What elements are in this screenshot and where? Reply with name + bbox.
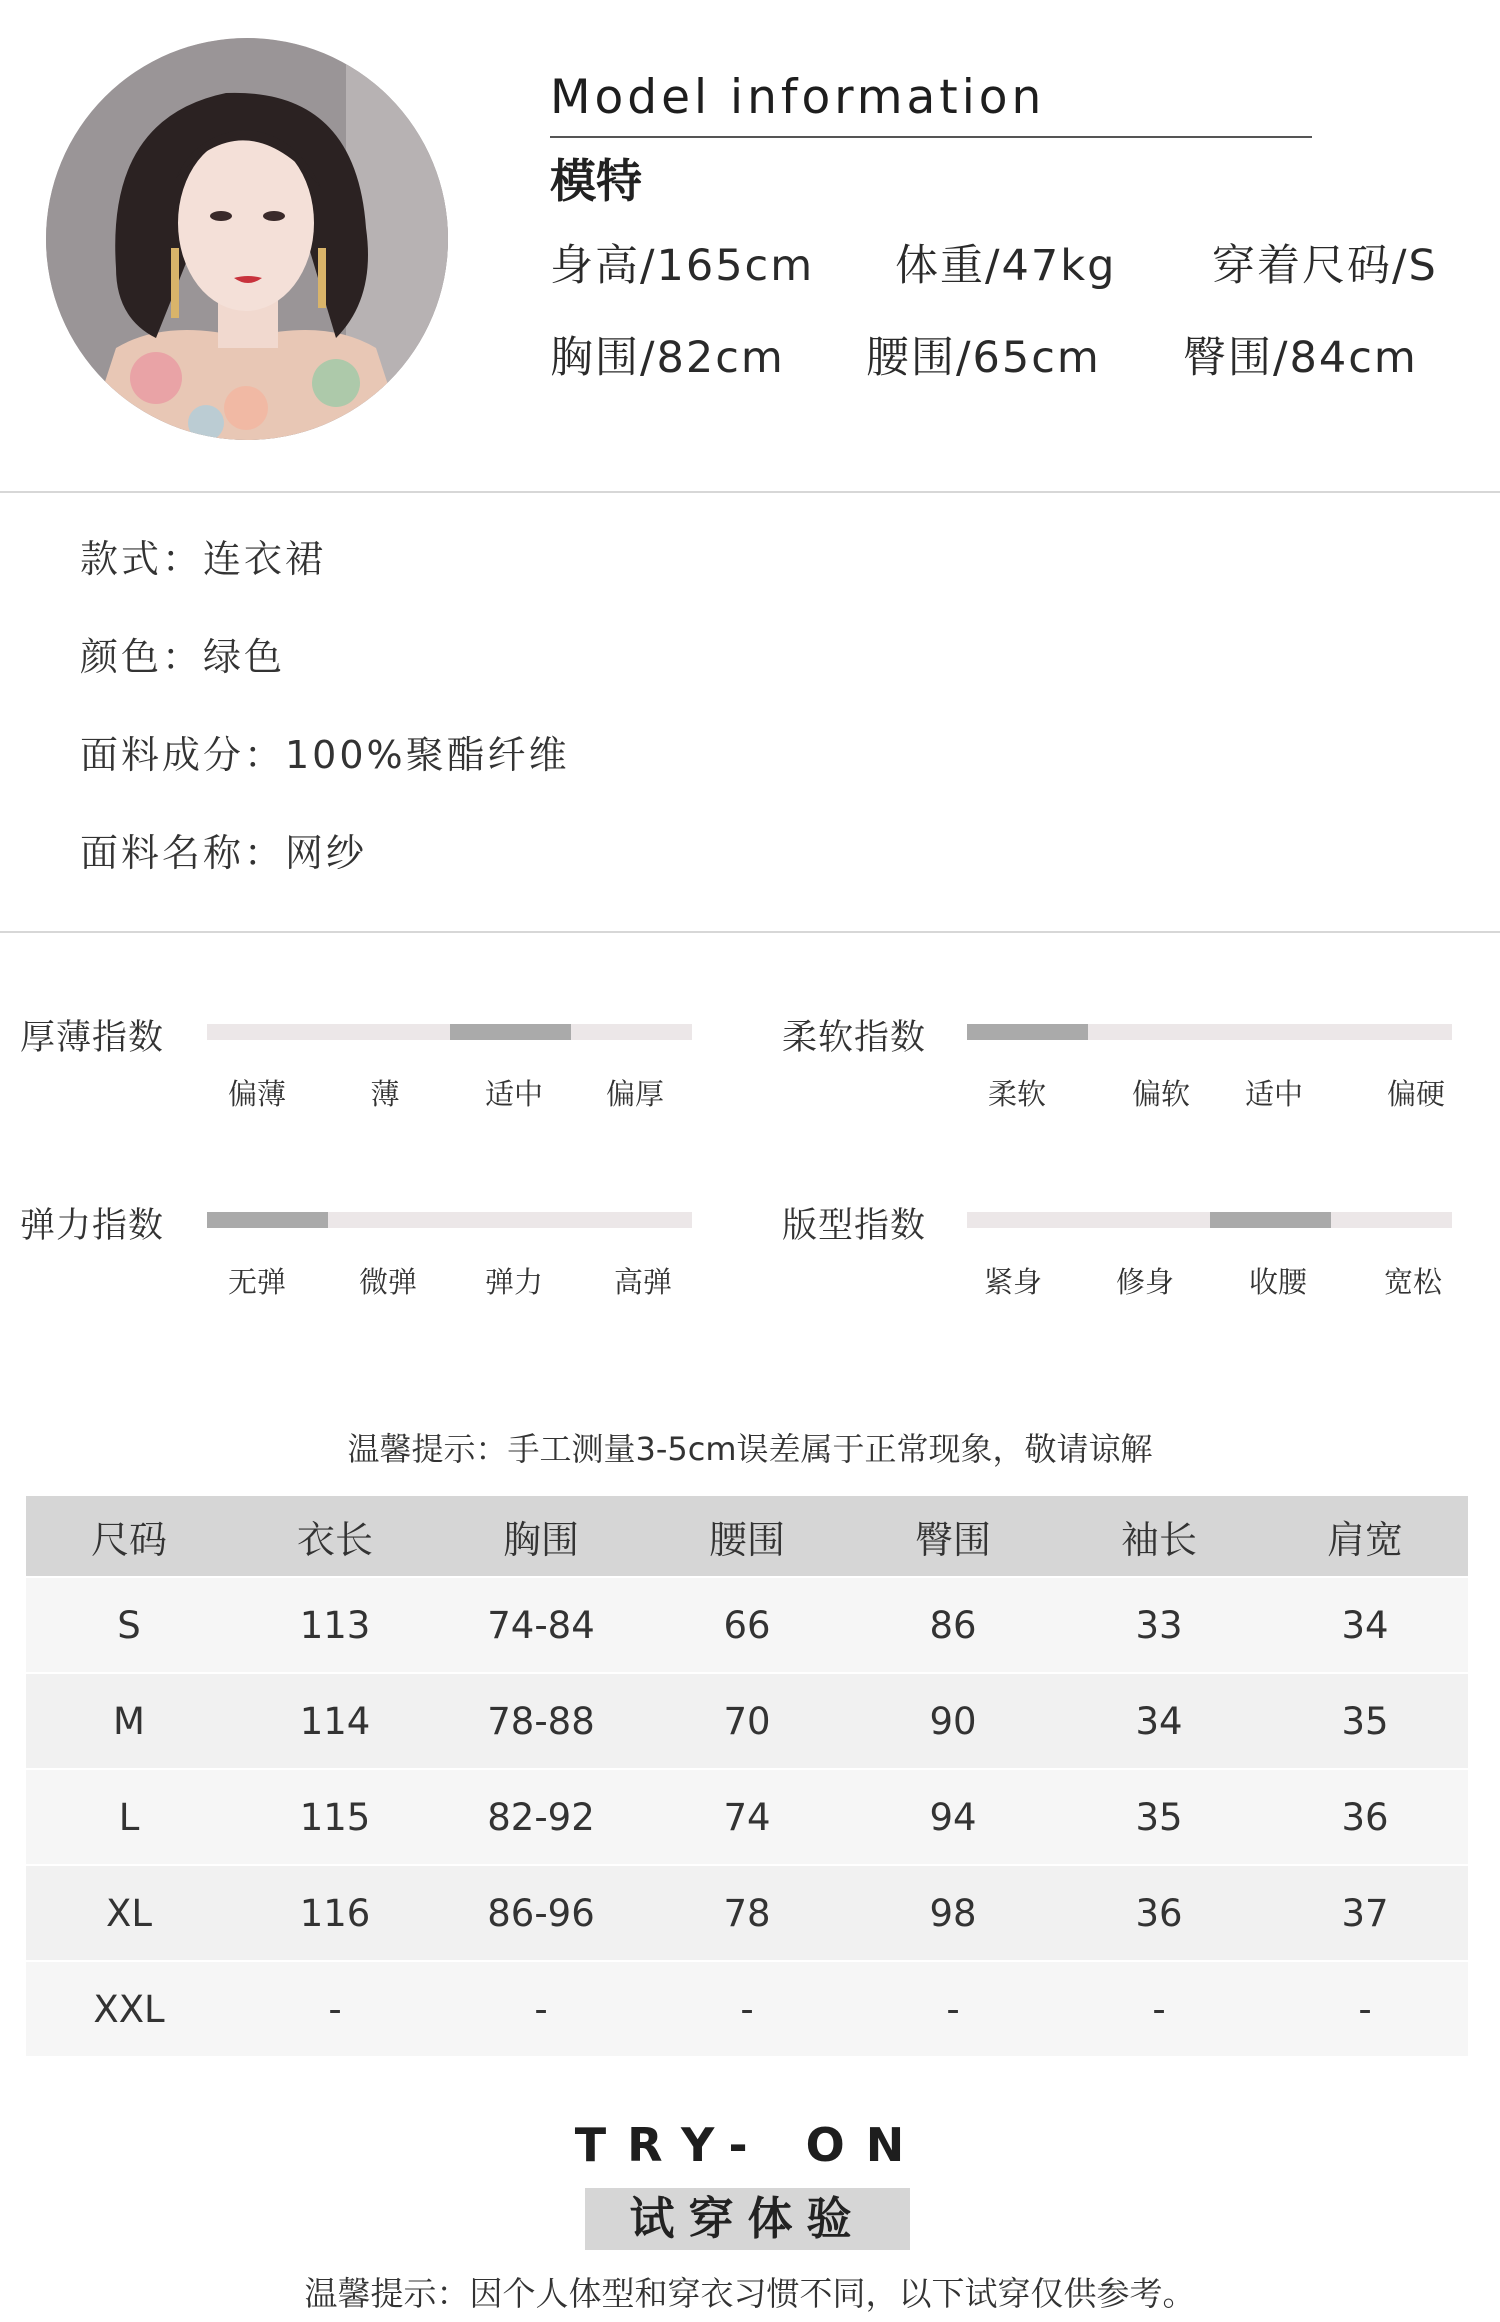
table-cell: XL	[26, 1865, 232, 1961]
product-fabric-name: 面料名称：网纱	[80, 831, 368, 875]
table-cell: 74	[644, 1769, 850, 1865]
fit-label-3: 收腰	[1248, 1265, 1308, 1299]
softness-label-1: 柔软	[987, 1077, 1047, 1111]
header-shoulder: 肩宽	[1262, 1496, 1468, 1577]
table-cell: 114	[232, 1673, 438, 1769]
table-cell: 113	[232, 1577, 438, 1673]
softness-label-2: 偏软	[1131, 1077, 1191, 1111]
thickness-index-bar	[207, 1024, 692, 1040]
table-cell: S	[26, 1577, 232, 1673]
elasticity-index-bar	[207, 1212, 692, 1228]
table-row	[26, 1577, 1468, 1673]
table-row	[26, 1673, 1468, 1769]
header-size: 尺码	[26, 1496, 232, 1577]
table-cell: 34	[1262, 1577, 1468, 1673]
header-hip: 臀围	[850, 1496, 1056, 1577]
fit-label-4: 宽松	[1383, 1265, 1443, 1299]
fit-index-title: 版型指数	[782, 1206, 927, 1246]
size-table-header	[26, 1496, 1468, 1577]
table-cell: 116	[232, 1865, 438, 1961]
table-cell: L	[26, 1769, 232, 1865]
thickness-label-1: 偏薄	[227, 1077, 287, 1111]
elasticity-label-1: 无弹	[227, 1265, 287, 1299]
table-cell: 90	[850, 1673, 1056, 1769]
softness-index-title: 柔软指数	[782, 1018, 927, 1058]
header-length: 衣长	[232, 1496, 438, 1577]
table-cell: -	[644, 1961, 850, 2056]
fit-label-2: 修身	[1115, 1265, 1175, 1299]
elasticity-label-4: 高弹	[613, 1265, 673, 1299]
table-cell: 35	[1262, 1673, 1468, 1769]
header-bust: 胸围	[438, 1496, 644, 1577]
thickness-label-4: 偏厚	[605, 1077, 665, 1111]
table-cell: 37	[1262, 1865, 1468, 1961]
softness-label-4: 偏硬	[1386, 1077, 1446, 1111]
section-divider	[0, 491, 1500, 493]
table-cell: M	[26, 1673, 232, 1769]
table-cell: 70	[644, 1673, 850, 1769]
model-hip: 臀围/84cm	[1183, 333, 1418, 383]
table-row	[26, 1865, 1468, 1961]
model-weight: 体重/47kg	[895, 241, 1117, 291]
table-row	[26, 1961, 1468, 2056]
table-cell: 86-96	[438, 1865, 644, 1961]
table-row	[26, 1769, 1468, 1865]
model-photo	[46, 38, 448, 440]
tryon-subtitle: 试穿体验	[585, 2188, 910, 2250]
table-cell: 36	[1262, 1769, 1468, 1865]
model-info-title: Model information	[550, 70, 1046, 125]
header-sleeve: 袖长	[1056, 1496, 1262, 1577]
table-cell: 94	[850, 1769, 1056, 1865]
table-cell: 34	[1056, 1673, 1262, 1769]
elasticity-index-title: 弹力指数	[20, 1206, 165, 1246]
elasticity-index-selected	[207, 1212, 328, 1228]
product-fabric-composition: 面料成分：100%聚酯纤维	[80, 733, 570, 777]
table-cell: -	[1262, 1961, 1468, 2056]
table-cell: 78	[644, 1865, 850, 1961]
elasticity-label-3: 弹力	[484, 1265, 544, 1299]
table-cell: -	[850, 1961, 1056, 2056]
table-cell: 86	[850, 1577, 1056, 1673]
fit-index-selected	[1210, 1212, 1331, 1228]
table-cell: 82-92	[438, 1769, 644, 1865]
measurement-tip: 温馨提示：手工测量3-5cm误差属于正常现象，敬请谅解	[347, 1430, 1153, 1468]
table-cell: 36	[1056, 1865, 1262, 1961]
table-cell: -	[232, 1961, 438, 2056]
model-avatar	[46, 38, 448, 440]
thickness-index-title: 厚薄指数	[20, 1018, 165, 1058]
model-waist: 腰围/65cm	[866, 333, 1101, 383]
table-cell: 74-84	[438, 1577, 644, 1673]
table-cell: 115	[232, 1769, 438, 1865]
header-waist: 腰围	[644, 1496, 850, 1577]
softness-label-3: 适中	[1244, 1077, 1304, 1111]
section-divider	[0, 931, 1500, 933]
model-bust: 胸围/82cm	[550, 333, 785, 383]
thickness-index-selected	[450, 1024, 571, 1040]
model-subtitle: 模特	[550, 154, 642, 208]
model-height: 身高/165cm	[550, 241, 815, 291]
product-style: 款式：连衣裙	[80, 537, 327, 581]
table-cell: 98	[850, 1865, 1056, 1961]
table-cell: 33	[1056, 1577, 1262, 1673]
model-size: 穿着尺码/S	[1212, 241, 1438, 291]
softness-index-bar	[967, 1024, 1452, 1040]
elasticity-label-2: 微弹	[358, 1265, 418, 1299]
fit-index-bar	[967, 1212, 1452, 1228]
table-cell: -	[438, 1961, 644, 2056]
tryon-title: TRY- ON	[574, 2118, 926, 2172]
table-cell: 66	[644, 1577, 850, 1673]
table-cell: XXL	[26, 1961, 232, 2056]
table-cell: -	[1056, 1961, 1262, 2056]
tryon-tip: 温馨提示：因个人体型和穿衣习惯不同，以下试穿仅供参考。	[304, 2274, 1196, 2313]
thickness-label-3: 适中	[484, 1077, 544, 1111]
softness-index-selected	[967, 1024, 1088, 1040]
table-cell: 35	[1056, 1769, 1262, 1865]
product-color: 颜色：绿色	[80, 635, 286, 679]
table-cell: 78-88	[438, 1673, 644, 1769]
thickness-label-2: 薄	[370, 1077, 400, 1111]
size-table	[26, 1496, 1468, 2056]
fit-label-1: 紧身	[983, 1265, 1043, 1299]
title-underline	[550, 136, 1312, 138]
